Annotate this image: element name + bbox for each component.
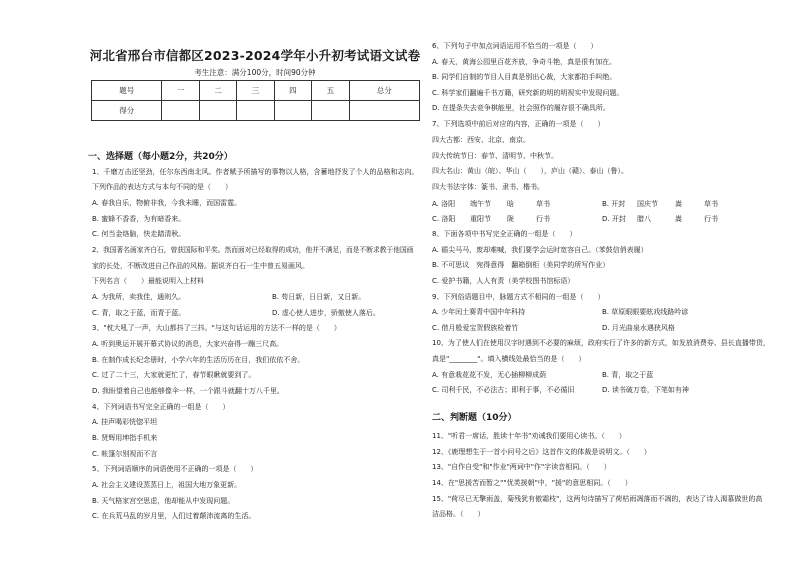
option: B. 苟日新，日日新，又日新。: [272, 293, 366, 301]
score-input-cell[interactable]: [274, 101, 311, 121]
option: B. 天气格家宫空思虑，他却能从中发现问题。: [92, 497, 235, 505]
judgement-item: 13、"自作自受"和"作业"两词中"作"字读音相同。（ ）: [432, 463, 611, 471]
score-cell: 一: [162, 81, 199, 101]
score-cell: 得分: [92, 101, 162, 121]
option: A. 春我自乐，物俯非我，今我未睡，而国雷霆。: [92, 199, 242, 207]
score-cell: 四: [274, 81, 311, 101]
option: 重阳节: [470, 215, 491, 223]
option: D. 在提条失去竞争棋能里，社会照作的履存很不确具所。: [432, 104, 610, 112]
option: C. 在兵荒马乱的岁月里，人们过着颠沛流离的生活。: [92, 512, 256, 520]
option: A. 听到奥运开展开幕式协议的消息，大家兴奋得一蹦三尺高。: [92, 340, 284, 348]
question-stem: 6、下列句子中加点词语运用不恰当的一项是（ ）: [432, 42, 598, 50]
option: 草书: [704, 200, 718, 208]
question-stem: 4、下列词语书写完全正确的一组是（ ）: [92, 403, 230, 411]
option: B. 贤辉用坤指手机来: [92, 434, 158, 442]
question-stem: 真是"________"。填入横线处最恰当的是（ ）: [432, 355, 586, 363]
info-line: 四大书法字体：篆书、隶书、楷书。: [432, 183, 544, 191]
option: D. 开封: [602, 215, 626, 223]
info-line: 四大名山：黄山（皖）、华山（ ），庐山（赣）、泰山（鲁）。: [432, 167, 628, 175]
score-cell: 题号: [92, 81, 162, 101]
option: C. 帐篷尔别视而不言: [92, 450, 158, 458]
option: B. 开封: [602, 200, 626, 208]
option: D. 虚心使人进步，骄傲使人落后。: [272, 309, 380, 317]
option: B. 草原眼眼要眩戏线路吟谚: [602, 308, 689, 316]
option: A. 洛阳: [432, 200, 456, 208]
option: 草书: [536, 200, 550, 208]
score-input-cell[interactable]: [237, 101, 274, 121]
score-cell: 二: [199, 81, 236, 101]
option: D. 月光曲泉水遇狭风格: [602, 324, 675, 332]
option: B. 同学们自制的节目人目真是别出心裁，大家都拍手叫绝。: [432, 73, 617, 81]
question-stem: 8、下面各项中书写完全正确的一组是（ ）: [432, 230, 577, 238]
score-input-cell[interactable]: [162, 101, 199, 121]
option: 端午节: [470, 200, 491, 208]
score-input-cell[interactable]: [312, 101, 349, 121]
score-header-row: [92, 81, 420, 101]
option: 行书: [536, 215, 550, 223]
score-input-cell[interactable]: [349, 101, 419, 121]
option-row: [432, 199, 772, 209]
option: C. 洛阳: [432, 215, 456, 223]
question-stem: 家的长处，不断改进自己作品的风格。据说齐白石一生中曾五易画风。: [92, 262, 309, 270]
exam-note: 考生注意：满分100分，时间90分钟: [194, 68, 316, 77]
option: A. 循尖马马，废却难喊，我们要学会运时宽容自己。（苯鼓信俏表履）: [432, 246, 648, 254]
judgement-item: 洁品格。（ ）: [432, 510, 485, 518]
page-title: 河北省邢台市信都区2023-2024学年小升初考试语文试卷: [89, 48, 421, 63]
section-heading: 二、判断题（10分）: [432, 413, 517, 423]
info-line: 四大古都：西安、北京、南京。: [432, 136, 530, 144]
section-heading: 一、选择题（每小题2分，共20分）: [88, 152, 233, 162]
question-stem: 5、下列词语顺序的词语使用不正确的一项是（ ）: [92, 465, 258, 473]
score-cell: 三: [237, 81, 274, 101]
option: 嵩: [675, 200, 682, 208]
option: A. 社会主义建设蒸蒸日上，祖国大地万象更新。: [92, 481, 242, 489]
option: D. 我盼望着自己也能够像伞一样，一个跟斗就翻十万八千里。: [92, 387, 284, 395]
score-cell: 五: [312, 81, 349, 101]
judgement-item: 15、"荷尽已无擎雨盖，菊残犹有傲霜枝"，这两句诗描写了荷枯雨凋落而不凋的，表达了诗人渴慕做世的高: [432, 495, 763, 503]
option: 嵩: [675, 215, 682, 223]
question-stem: 下列名言（ ）最能说明入上材料: [92, 277, 204, 285]
judgement-item: 11、"听君一席话，胜读十年书"劝诫我们要用心读书。（ ）: [432, 432, 626, 440]
option: C. 青，取之于蓝，而青于蓝。: [92, 309, 186, 317]
option: 国庆节: [637, 200, 658, 208]
score-value-row: [92, 101, 420, 121]
judgement-item: 14、在"思援苦而暂之""忧类援朝"中，"援"的意思相同。（ ）: [432, 479, 632, 487]
option: A. 春天，黄海公园里百花齐放，争奇斗艳，真是很有加在。: [432, 58, 617, 66]
option: C. 借月般爱宝贺假族检着竹: [432, 324, 519, 332]
option: B. 青，取之于蓝: [602, 371, 654, 379]
option: B. 在制作成长纪念册时，小学六年的生活历历在目，我们依依不舍。: [92, 356, 305, 364]
option: B. 不可思议 宛得意得 翻箱倒柜（美同学的所写作业）: [432, 261, 610, 269]
option: A. 少年闰土赛青中国中年科持: [432, 308, 526, 316]
option: A. 有意栽花花不发，无心插柳柳成荫: [432, 371, 547, 379]
option: A. 挂声喝彩恍惚平坦: [92, 418, 158, 426]
question-stem: 下列作品的表达方式与本句不同的是（ ）: [92, 183, 232, 191]
question-stem: 7、下列选项中前后对应的内容，正确的一项是（ ）: [432, 120, 605, 128]
judgement-item: 12、《鹿理想生于一首小问号之后》这首作文的体裁是说明文。（ ）: [432, 448, 651, 456]
info-line: 四大传统节日：春节、清明节、中秋节。: [432, 152, 558, 160]
option: 腊八: [637, 215, 651, 223]
option: 行书: [704, 215, 718, 223]
option: 陇: [507, 215, 514, 223]
option: 晗: [507, 200, 514, 208]
question-stem: 2、我国著名画家齐白石，曾获国际和平奖。然而面对已经取得的成功，他并不满足，而是不断求教于他国画: [92, 246, 414, 254]
option: A. 为我所，卖我佳，通则久。: [92, 293, 186, 301]
question-stem: 10、为了使人们在使用汉字时遇到不必要的麻烦，政府实行了许多的新方式，如发放消费券、县长直播带货，: [432, 339, 770, 347]
option: D. 读书破万卷，下笔如有神: [602, 386, 689, 394]
option: C. 何当金络脑，快走踏清秋。: [92, 230, 186, 238]
option-row: [432, 214, 772, 224]
option: C. 过了二十三，大家就更忙了，春节眼瞅就要到了。: [92, 371, 256, 379]
score-table: [91, 80, 420, 121]
option: C. 爱护书籍，人人有责（美学校图书馆标语）: [432, 277, 575, 285]
question-stem: 9、下列俗语题目中，脉题方式不相同的一组是（ ）: [432, 293, 605, 301]
score-input-cell[interactable]: [199, 101, 236, 121]
score-cell: 总分: [349, 81, 419, 101]
question-stem: 3、"枕大吼了一声，大山都抖了三抖。"与这句话运用的方法不一样的是（ ）: [92, 324, 341, 332]
option: C. 科学家们翻遍千书万籍，研究新的明的明视实中发现问题。: [432, 89, 624, 97]
option: B. 蜜蜂不香香，为有暗香来。: [92, 215, 186, 223]
question-stem: 1、千磨万击还坚劲，任尔东西南北风。作者赋予所描写的事物以人格，含蓄地抒发了个人的品格和志向。: [92, 168, 419, 176]
option: C. 司利千民，不必法古；即利于事，不必循旧: [432, 386, 575, 394]
